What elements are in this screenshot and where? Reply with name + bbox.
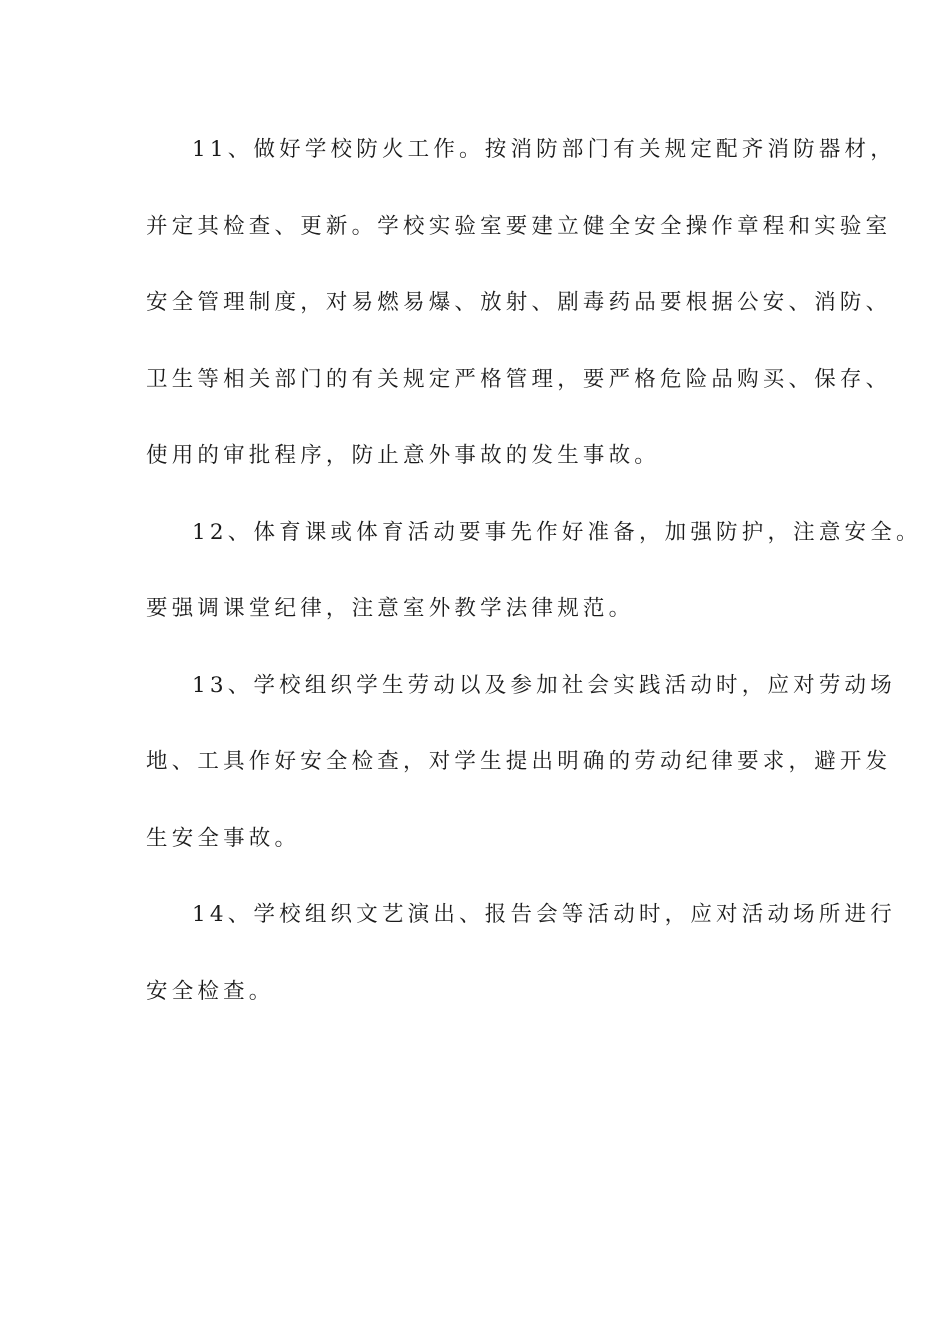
paragraph-14-line-1: 14、学校组织文艺演出、报告会等活动时，应对活动场所进行: [192, 902, 896, 927]
paragraph-13-line-1: 13、学校组织学生劳动以及参加社会实践活动时，应对劳动场: [192, 672, 896, 698]
paragraph-11-line-3: 安全管理制度，对易燃易爆、放射、剧毒药品要根据公安、消防、: [146, 290, 892, 315]
paragraph-14-line-2: 安全检查。: [146, 978, 275, 1004]
paragraph-11-line-4: 卫生等相关部门的有关规定严格管理，要严格危险品购买、保存、: [146, 366, 892, 392]
paragraph-11-line-1: 11、做好学校防火工作。按消防部门有关规定配齐消防器材，: [192, 137, 896, 162]
paragraph-11-line-5: 使用的审批程序，防止意外事故的发生事故。: [146, 443, 661, 468]
paragraph-12-line-1: 12、体育课或体育活动要事先作好准备，加强防护，注意安全。: [192, 519, 922, 545]
paragraph-13-line-3: 生安全事故。: [146, 825, 301, 851]
paragraph-11-line-2: 并定其检查、更新。学校实验室要建立健全安全操作章程和实验室: [146, 213, 892, 239]
paragraph-13-line-2: 地、工具作好安全检查，对学生提出明确的劳动纪律要求，避开发: [146, 749, 892, 774]
document-body: [146, 128, 922, 1046]
paragraph-12-line-2: 要强调课堂纪律，注意室外教学法律规范。: [146, 596, 635, 621]
